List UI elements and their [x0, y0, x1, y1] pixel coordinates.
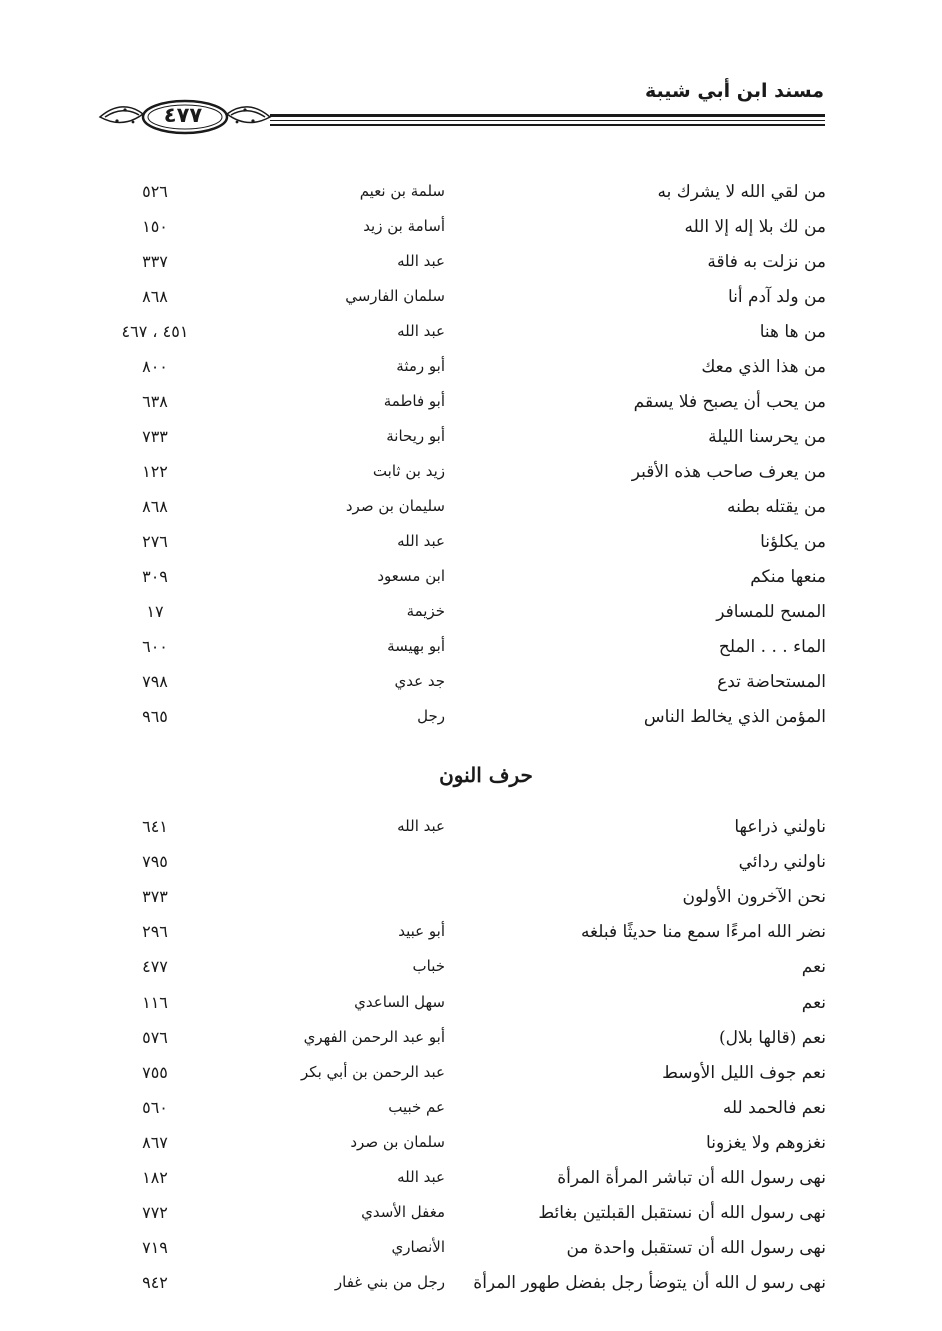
index-row — [0, 1028, 942, 1062]
reference-number: ٩٤٢ — [142, 1273, 168, 1293]
hadith-phrase: الماء . . . الملح — [718, 637, 826, 657]
narrator-name: زيد بن ثابت — [372, 462, 445, 480]
index-row — [0, 252, 942, 286]
reference-number: ٦٣٨ — [142, 392, 168, 411]
reference-number: ٢٧٦ — [142, 532, 168, 551]
hadith-phrase: نعم (قالها بلال) — [718, 1027, 826, 1048]
narrator-name: أبو عبد الرحمن الفهري — [303, 1027, 445, 1046]
narrator-name: رجل — [417, 707, 445, 725]
hadith-phrase: نعم جوف الليل الأوسط — [662, 1062, 826, 1083]
reference-number: ٨٦٨ — [142, 287, 168, 306]
hadith-phrase: من لك بلا إله إلا الله — [684, 217, 826, 237]
index-row — [0, 357, 942, 391]
index-row — [0, 602, 942, 636]
reference-number: ٤٥١ ، ٤٦٧ — [121, 322, 189, 341]
reference-number: ٧١٩ — [142, 1238, 168, 1258]
narrator-name: سلمان بن صرد — [350, 1132, 445, 1151]
index-row — [0, 427, 942, 461]
reference-number: ٧٩٥ — [142, 852, 168, 872]
reference-number: ٥٧٦ — [142, 1027, 168, 1047]
index-row — [0, 1273, 942, 1307]
reference-number: ٣٧٣ — [142, 887, 168, 907]
narrator-name: سهل الساعدي — [354, 992, 445, 1011]
reference-number: ٧٣٣ — [142, 427, 168, 446]
hadith-phrase: نهى رسول الله أن تستقبل واحدة من — [566, 1238, 826, 1259]
reference-number: ٤٧٧ — [142, 957, 168, 977]
hadith-phrase: نهى رسول الله أن نستقبل القبلتين بغائط — [538, 1203, 826, 1224]
reference-number: ١١٦ — [142, 992, 168, 1012]
reference-number: ٨٠٠ — [142, 357, 168, 376]
reference-number: ٥٦٠ — [142, 1097, 168, 1117]
narrator-name: عبد الله — [397, 1168, 445, 1186]
hadith-phrase: من يحرسنا الليلة — [708, 427, 826, 447]
index-row — [0, 1238, 942, 1272]
hadith-phrase: من ولد آدم أنا — [727, 287, 826, 307]
narrator-name: عبد الله — [397, 252, 445, 270]
hadith-phrase: منعها منكم — [750, 567, 826, 587]
index-row — [0, 287, 942, 321]
reference-number: ٧٩٨ — [142, 672, 168, 691]
hadith-phrase: من يكلؤنا — [760, 532, 826, 552]
index-row — [0, 817, 942, 851]
hadith-phrase: من لقي الله لا يشرك به — [657, 182, 826, 202]
index-row — [0, 182, 942, 216]
hadith-phrase: نعم — [801, 957, 826, 978]
index-row — [0, 217, 942, 251]
index-row — [0, 532, 942, 566]
hadith-phrase: المؤمن الذي يخالط الناس — [643, 707, 826, 727]
hadith-phrase: نعم — [801, 992, 826, 1013]
hadith-phrase: من يحب أن يصبح فلا يسقم — [633, 392, 826, 412]
index-row — [0, 957, 942, 991]
index-row — [0, 1133, 942, 1167]
index-row — [0, 462, 942, 496]
index-row — [0, 1098, 942, 1132]
reference-number: ٦٤١ — [142, 817, 168, 836]
index-row — [0, 707, 942, 741]
reference-number: ٨٦٧ — [142, 1132, 168, 1152]
index-row — [0, 392, 942, 426]
reference-number: ١٢٢ — [142, 462, 168, 481]
reference-number: ٧٥٥ — [142, 1062, 168, 1082]
hadith-phrase: نهى رسول الله أن تباشر المرأة المرأة — [557, 1168, 826, 1188]
narrator-name: خزيمة — [406, 602, 445, 620]
narrator-name: أبو عبيد — [398, 922, 445, 941]
index-row — [0, 1203, 942, 1237]
narrator-name: سلمة بن نعيم — [359, 182, 445, 200]
hadith-phrase: نضر الله امرءًا سمع منا حديثًا فبلغه — [580, 922, 826, 943]
narrator-name: أبو ريحانة — [386, 427, 445, 445]
narrator-name: الأنصاري — [391, 1238, 445, 1257]
hadith-phrase: ناولني ذراعها — [734, 817, 826, 837]
narrator-name: أبو بهيسة — [387, 637, 445, 655]
index-row — [0, 497, 942, 531]
hadith-phrase: نهى رسو ل الله أن يتوضأ رجل بفضل طهور المرأة — [473, 1273, 826, 1294]
section-heading: حرف النون — [439, 763, 533, 787]
index-row — [0, 1168, 942, 1202]
reference-number: ٥٢٦ — [142, 182, 168, 201]
narrator-name: سليمان بن صرد — [345, 497, 445, 515]
narrator-name: أسامة بن زيد — [363, 217, 445, 235]
reference-number: ٣٣٧ — [142, 252, 168, 271]
reference-number: ١٥٠ — [142, 217, 168, 236]
reference-number: ٣٠٩ — [142, 567, 168, 586]
reference-number: ١٧ — [146, 602, 164, 621]
narrator-name: مغفل الأسدي — [361, 1203, 445, 1222]
index-row — [0, 637, 942, 671]
index-row — [0, 852, 942, 886]
header-rule — [270, 114, 825, 126]
hadith-phrase: نعم فالحمد لله — [722, 1097, 826, 1118]
narrator-name: عبد الله — [397, 532, 445, 550]
hadith-phrase: ناولني ردائي — [738, 852, 826, 873]
hadith-phrase: من يقتله بطنه — [727, 497, 826, 517]
narrator-name: عبد الرحمن بن أبي بكر — [301, 1062, 445, 1081]
reference-number: ٢٩٦ — [142, 922, 168, 942]
index-row — [0, 1063, 942, 1097]
reference-number: ٨٦٨ — [142, 497, 168, 516]
hadith-phrase: نغزوهم ولا يغزونا — [706, 1132, 826, 1153]
index-row — [0, 887, 942, 921]
book-title: مسند ابن أبي شيبة — [644, 80, 824, 102]
index-row — [0, 922, 942, 956]
hadith-phrase: نحن الآخرون الأولون — [682, 887, 826, 908]
hadith-phrase: من نزلت به فاقة — [707, 252, 826, 272]
narrator-name: رجل من بني غفار — [334, 1273, 445, 1292]
index-row — [0, 322, 942, 356]
index-row — [0, 993, 942, 1027]
reference-number: ٩٦٥ — [142, 707, 168, 726]
narrator-name: سلمان الفارسي — [345, 287, 445, 305]
narrator-name: ابن مسعود — [377, 567, 445, 585]
reference-number: ٦٠٠ — [142, 637, 168, 656]
index-row — [0, 567, 942, 601]
narrator-name: عبد الله — [397, 817, 445, 835]
hadith-phrase: من يعرف صاحب هذه الأقبر — [631, 462, 826, 482]
reference-number: ١٨٢ — [142, 1168, 168, 1187]
narrator-name: أبو فاطمة — [383, 392, 445, 410]
narrator-name: جد عدي — [394, 672, 445, 690]
narrator-name: خباب — [412, 957, 445, 976]
hadith-phrase: من هذا الذي معك — [701, 357, 826, 377]
hadith-phrase: المسح للمسافر — [716, 602, 826, 622]
page-number: ٤٧٧ — [163, 103, 203, 127]
hadith-phrase: من ها هنا — [759, 322, 826, 342]
narrator-name: عم خبيب — [388, 1097, 445, 1116]
reference-number: ٧٧٢ — [142, 1203, 168, 1223]
index-row — [0, 672, 942, 706]
narrator-name: أبو رمثة — [396, 357, 445, 375]
narrator-name: عبد الله — [397, 322, 445, 340]
hadith-phrase: المستحاضة تدع — [717, 672, 826, 692]
